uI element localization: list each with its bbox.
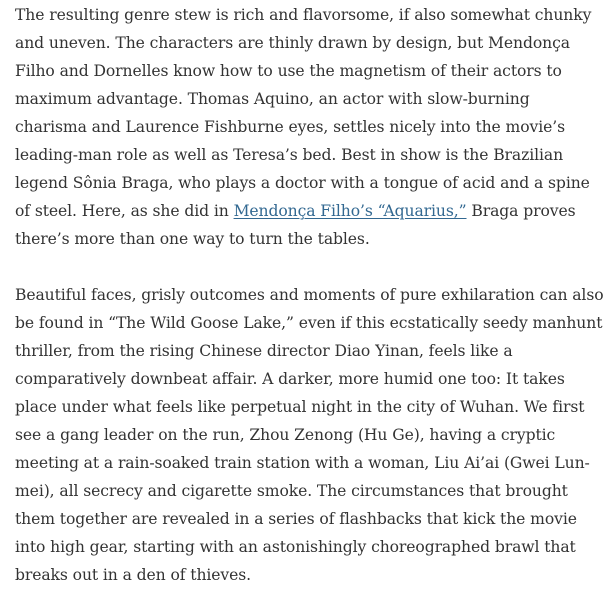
paragraph-1-text-after-link: Braga proves there’s more than one way to turn the tables.	[15, 202, 576, 248]
article-body	[15, 1, 605, 589]
aquarius-review-link[interactable]: Mendonça Filho’s “Aquarius,”	[233, 202, 467, 220]
paragraph-1-text-before-link: The resulting genre stew is rich and flavorsome, if also somewhat chunky and uneven. The characters are thinly drawn by design, but Mendonça Filho and Dornelles know how to use the magnetism of their actors to maximum advantage. Thomas Aquino, an actor with slow-burning charisma and Laurence Fishburne eyes, settles nicely into the movie’s leading-man role as well as Teresa’s bed. Best in show is the Brazilian legend Sônia Braga, who plays a doctor with a tongue of acid and a spine of steel. Here, as she did in	[15, 6, 592, 220]
article-paragraph-1	[15, 1, 605, 253]
article-paragraph-2: Beautiful faces, grisly outcomes and moments of pure exhilaration can also be found in “The Wild Goose Lake,” even if this ecstatically seedy manhunt thriller, from the rising Chinese director Diao Yinan, feels like a comparatively downbeat affair. A darker, more humid one too: It takes place under what feels like perpetual night in the city of Wuhan. We first see a gang leader on the run, Zhou Zenong (Hu Ge), having a cryptic meeting at a rain-soaked train station with a woman, Liu Ai’ai (Gwei Lun-mei), all secrecy and cigarette smoke. The circumstances that brought them together are revealed in a series of flashbacks that kick the movie into high gear, starting with an astonishingly choreographed brawl that breaks out in a den of thieves.	[15, 286, 604, 584]
